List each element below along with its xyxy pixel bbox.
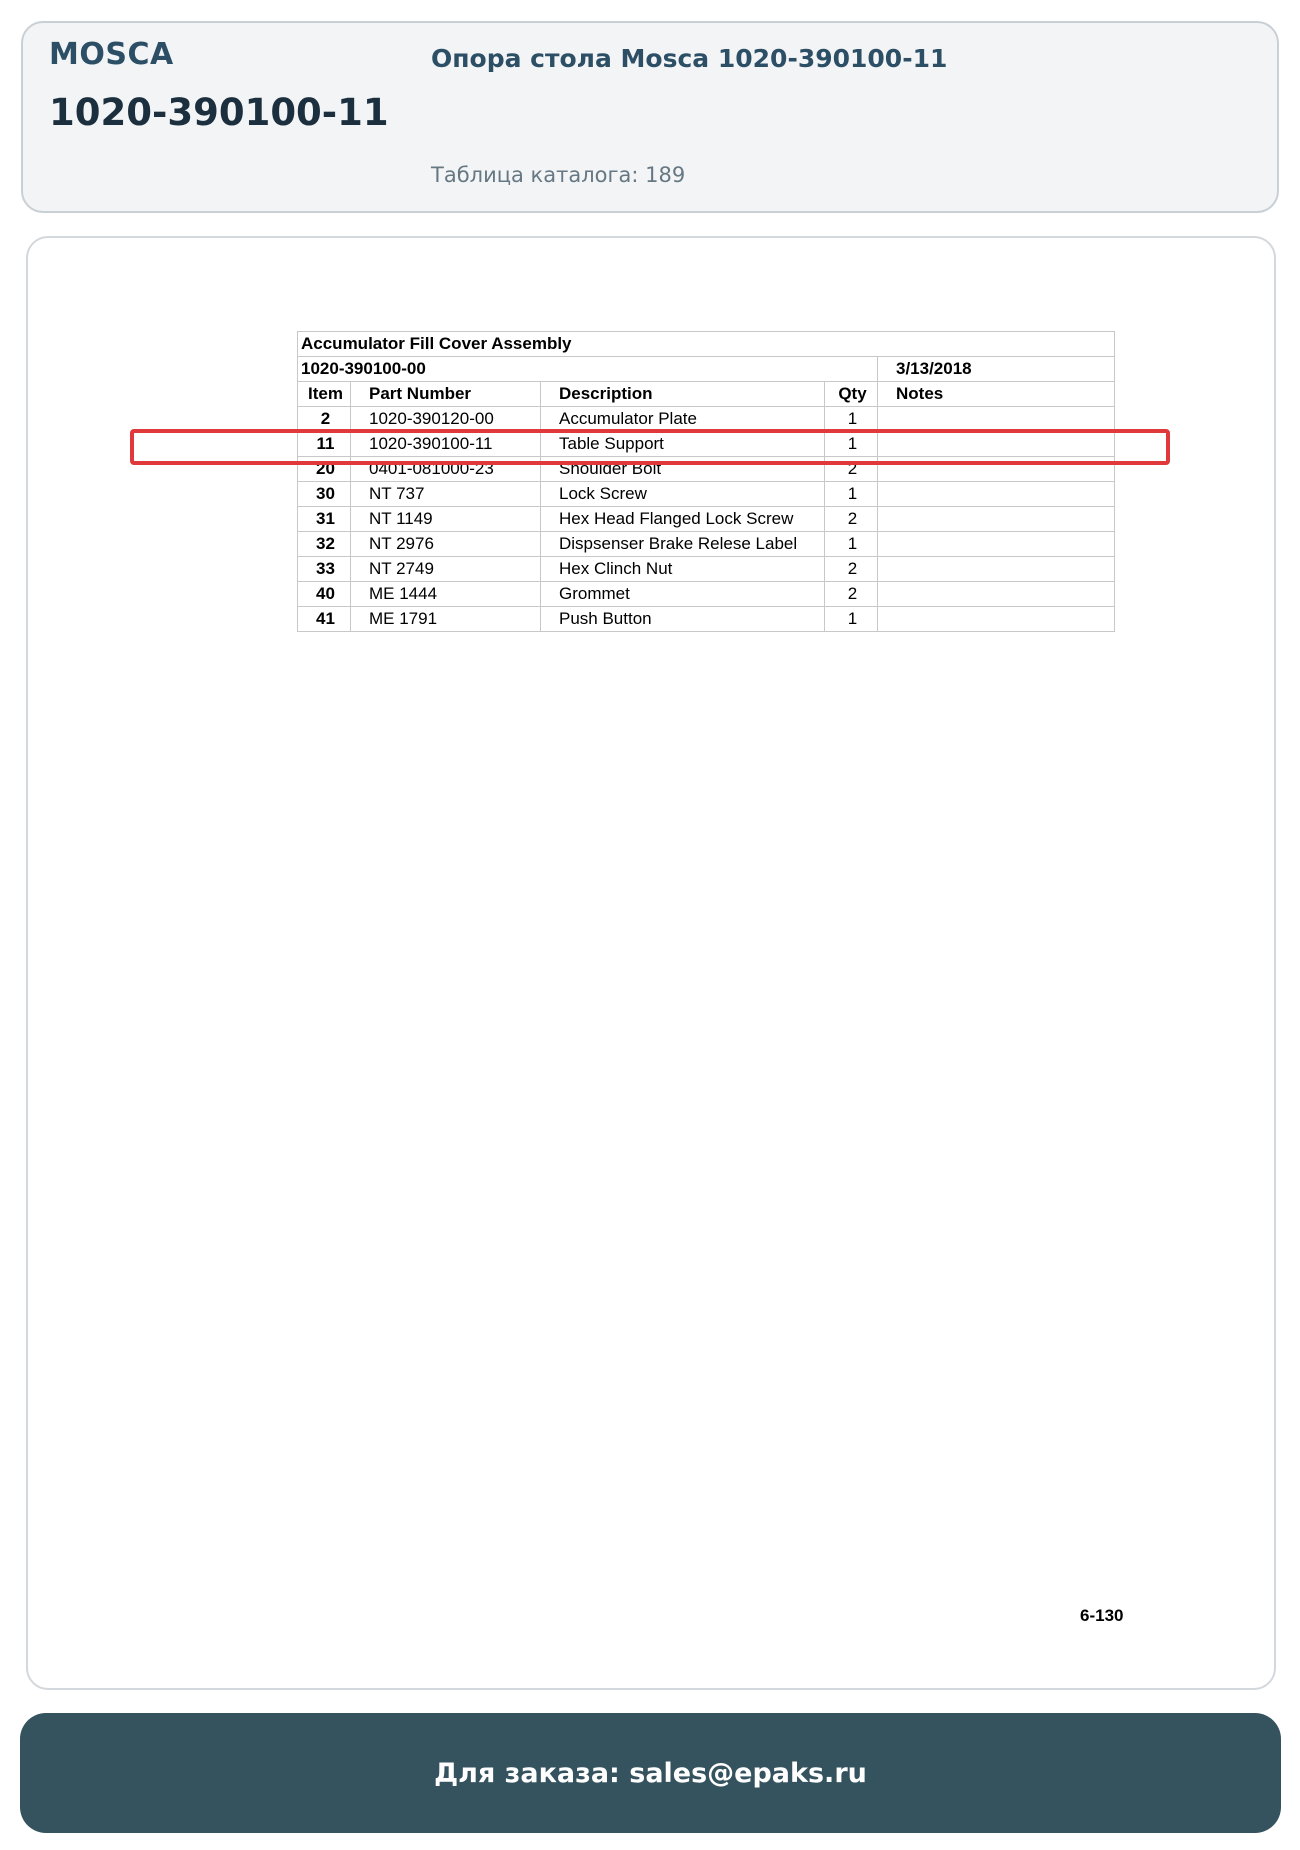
cell-item: 41 [298,607,351,632]
parts-table [297,331,1115,632]
cell-part-number: NT 737 [351,482,541,507]
order-contact-text[interactable]: Для заказа: sales@epaks.ru [434,1757,867,1789]
table-row [298,407,1115,432]
cell-qty: 2 [825,457,878,482]
part-number: 1020-390100-11 [49,91,389,134]
cell-part-number: ME 1444 [351,582,541,607]
cell-part-number: 1020-390100-11 [351,432,541,457]
cell-part-number: NT 2749 [351,557,541,582]
cell-item: 40 [298,582,351,607]
column-header-notes: Notes [878,382,1115,407]
cell-qty: 2 [825,557,878,582]
cell-notes [878,507,1115,532]
cell-description: Grommet [541,582,825,607]
cell-qty: 1 [825,432,878,457]
cell-notes [878,532,1115,557]
cell-item: 11 [298,432,351,457]
cell-part-number: 0401-081000-23 [351,457,541,482]
cell-item: 33 [298,557,351,582]
cell-qty: 1 [825,532,878,557]
assembly-title-row [298,332,1115,357]
cell-qty: 1 [825,407,878,432]
assembly-title: Accumulator Fill Cover Assembly [298,332,1115,357]
cell-part-number: ME 1791 [351,607,541,632]
cell-description: Dispsenser Brake Relese Label [541,532,825,557]
table-row [298,532,1115,557]
cell-notes [878,407,1115,432]
cell-description: Lock Screw [541,482,825,507]
cell-notes [878,607,1115,632]
cell-qty: 2 [825,582,878,607]
page-title: Опора стола Mosca 1020-390100-11 [431,44,948,73]
cell-description: Push Button [541,607,825,632]
column-header-description: Description [541,382,825,407]
table-row [298,607,1115,632]
cell-item: 30 [298,482,351,507]
table-header-row [298,382,1115,407]
cell-qty: 1 [825,607,878,632]
cell-item: 20 [298,457,351,482]
cell-qty: 1 [825,482,878,507]
table-row [298,482,1115,507]
cell-item: 31 [298,507,351,532]
cell-notes [878,557,1115,582]
table-row [298,582,1115,607]
cell-item: 32 [298,532,351,557]
cell-notes [878,582,1115,607]
page-number: 6-130 [1080,1606,1124,1625]
cell-part-number: NT 2976 [351,532,541,557]
cell-description: Table Support [541,432,825,457]
catalog-table-label: Таблица каталога: 189 [431,163,686,187]
cell-notes [878,482,1115,507]
cell-qty: 2 [825,507,878,532]
cell-description: Hex Head Flanged Lock Screw [541,507,825,532]
column-header-qty: Qty [825,382,878,407]
header-card [21,21,1279,213]
cell-part-number: NT 1149 [351,507,541,532]
table-row [298,507,1115,532]
document-date: 3/13/2018 [878,357,1115,382]
assembly-number: 1020-390100-00 [298,357,878,382]
cell-description: Hex Clinch Nut [541,557,825,582]
cell-item: 2 [298,407,351,432]
brand-name: MOSCA [49,37,174,72]
cell-part-number: 1020-390120-00 [351,407,541,432]
cell-description: Accumulator Plate [541,407,825,432]
cell-description: Shoulder Bolt [541,457,825,482]
highlighted-row-marker [130,429,1170,465]
column-header-part-number: Part Number [351,382,541,407]
assembly-number-row [298,357,1115,382]
order-footer[interactable] [20,1713,1281,1833]
table-row [298,557,1115,582]
column-header-item: Item [298,382,351,407]
